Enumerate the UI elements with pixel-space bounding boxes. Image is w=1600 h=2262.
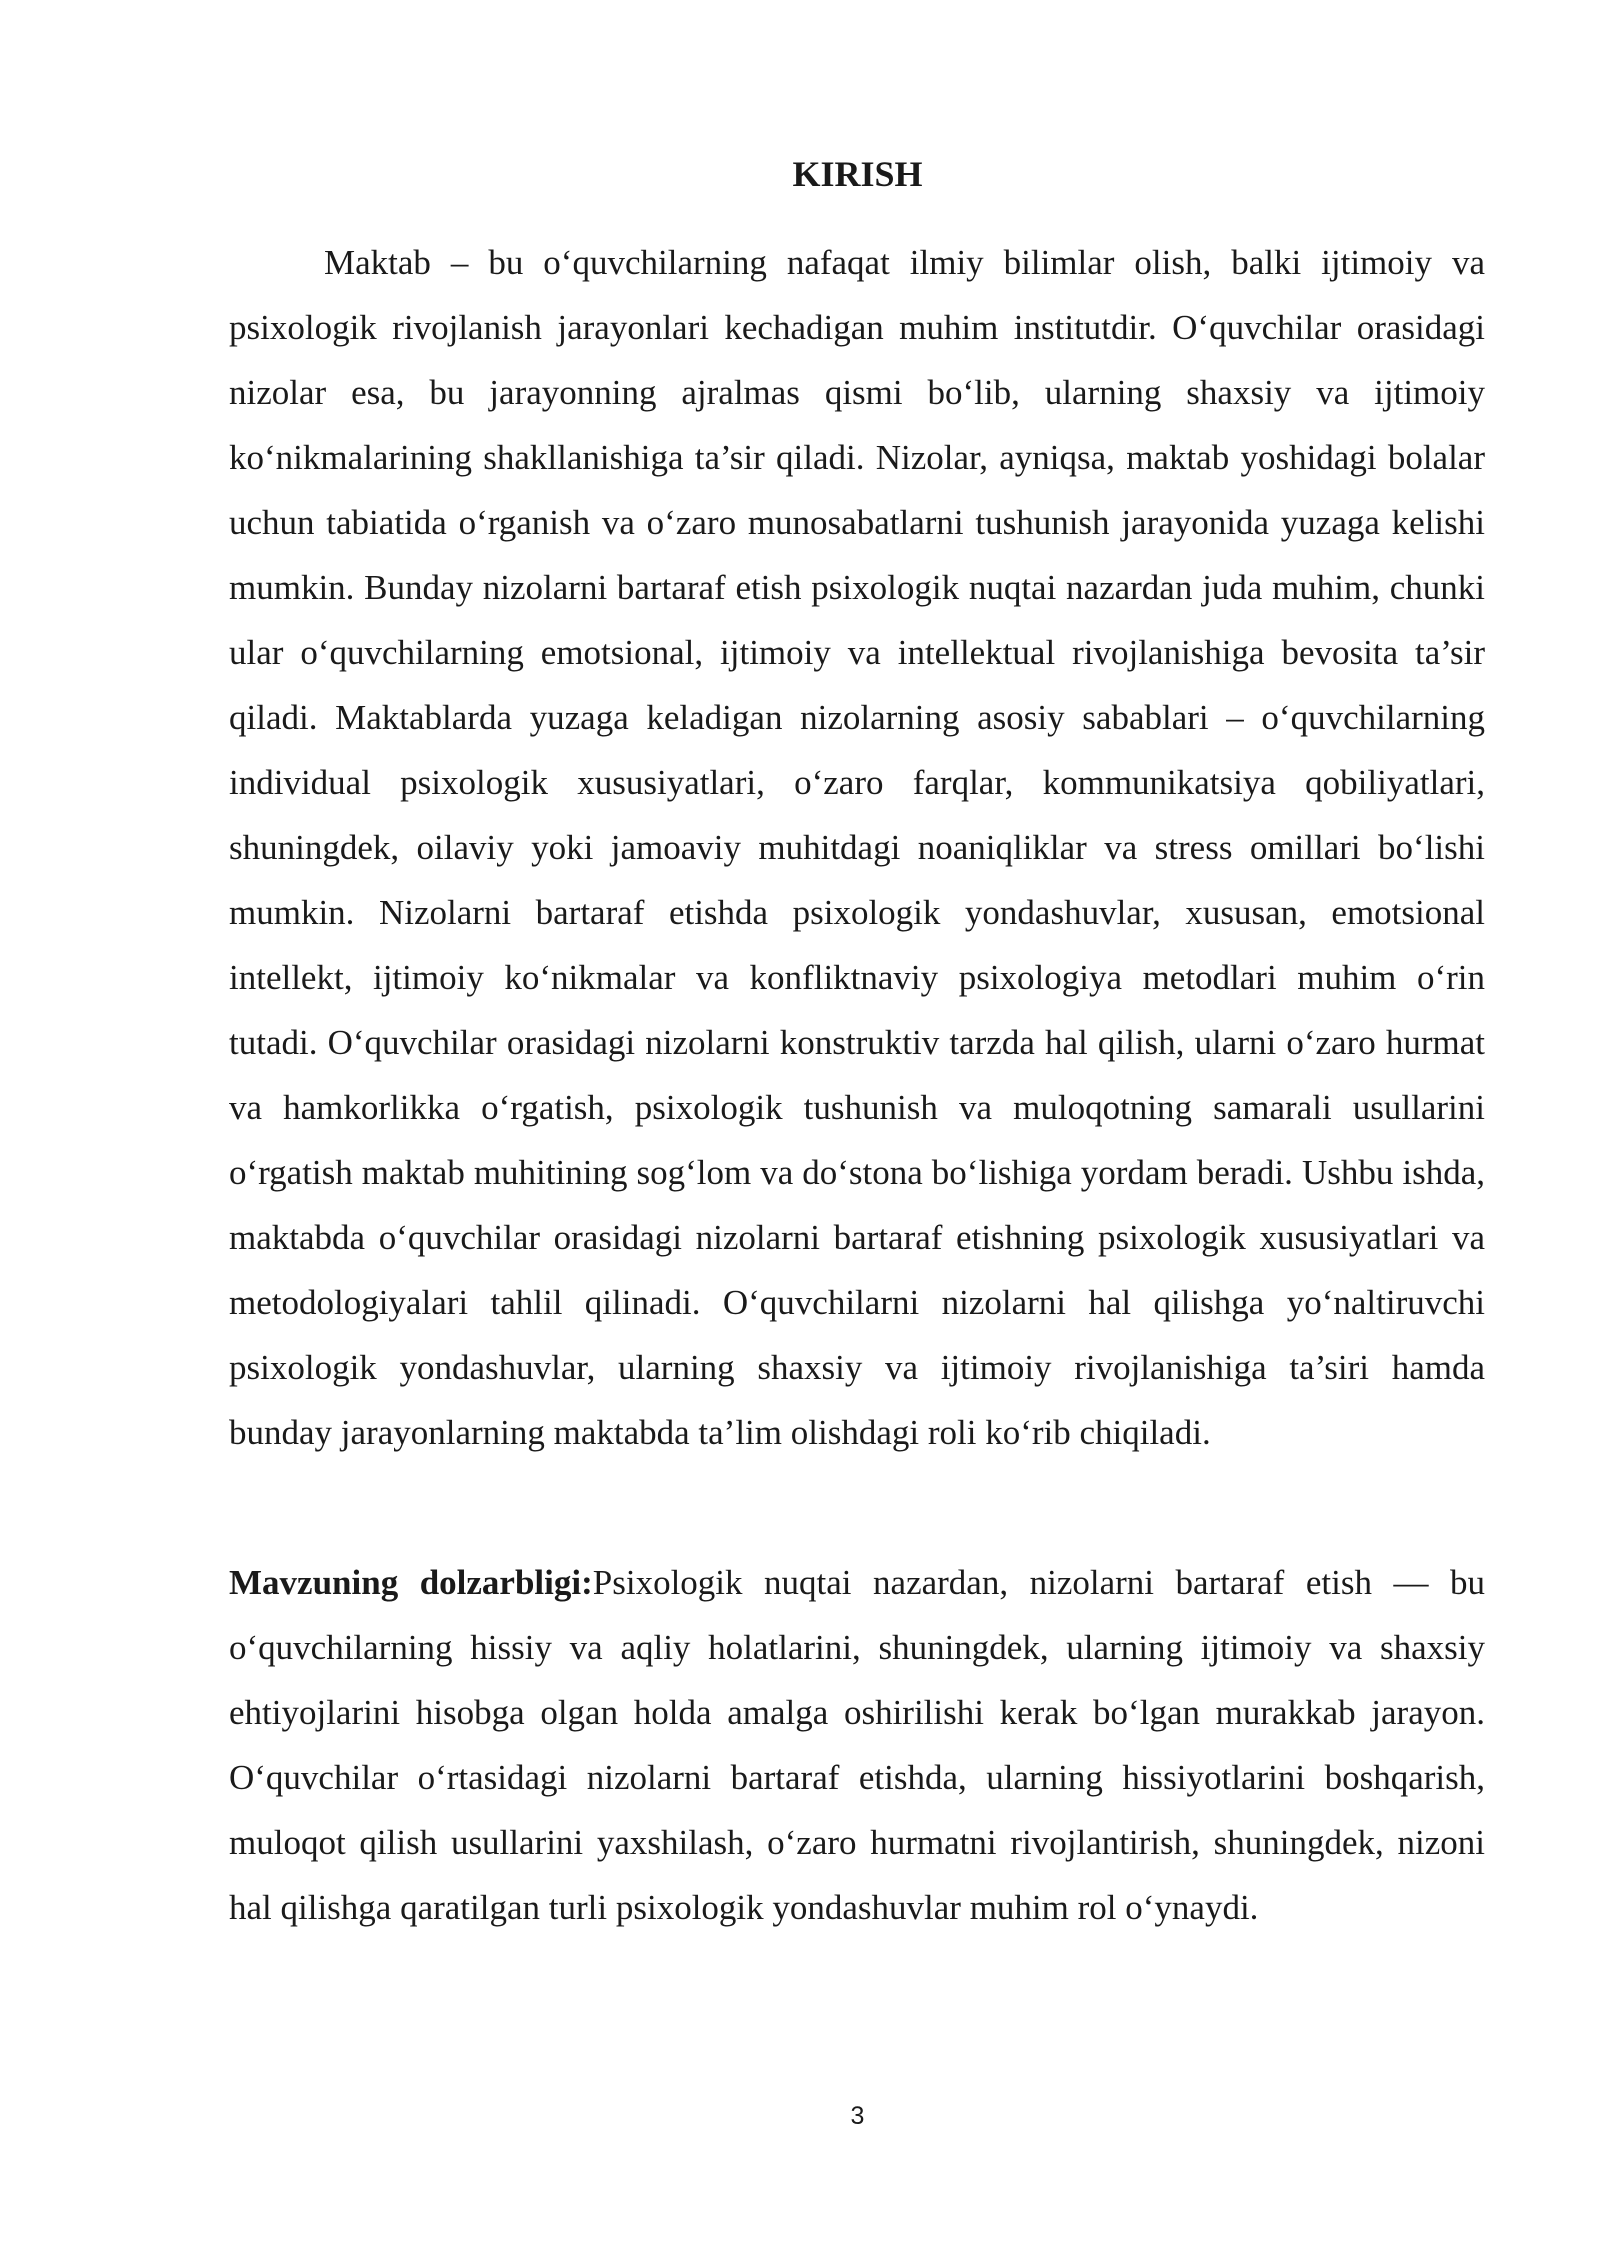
intro-paragraph: Maktab – bu o‘quvchilarning nafaqat ilmiy bilimlar olish, balki ijtimoiy va psixologik rivojlanish jarayonlari kechadigan muhim institutdir. O‘quvchilar orasidagi nizolar esa, bu jarayonning ajralmas qismi bo‘lib, ularning shaxsiy va ijtimoiy ko‘nikmalarining shakllanishiga ta’sir qiladi. Nizolar, ayniqsa, maktab yoshidagi bolalar uchun tabiatida o‘rganish va o‘zaro munosabatlarni tushunish jarayonida yuzaga kelishi mumkin. Bunday nizolarni bartaraf etish psixologik nuqtai nazardan juda muhim, chunki ular o‘quvchilarning emotsional, ijtimoiy va intellektual rivojlanishiga bevosita ta’sir qiladi. Maktablarda yuzaga keladigan nizolarning asosiy sabablari – o‘quvchilarning individual psixologik xususiyatlari, o‘zaro farqlar, kommunikatsiya qobiliyatlari, shuningdek, oilaviy yoki jamoaviy muhitdagi noaniqliklar va stress omillari bo‘lishi mumkin. Nizolarni bartaraf etishda psixologik yondashuvlar, xususan, emotsional intellekt, ijtimoiy ko‘nikmalar va konfliktnaviy psixologiya metodlari muhim o‘rin tutadi. O‘quvchilar orasidagi nizolarni konstruktiv tarzda hal qilish, ularni o‘zaro hurmat va hamkorlikka o‘rgatish, psixologik tushunish va muloqotning samarali usullarini o‘rgatish maktab muhitining sog‘lom va do‘stona bo‘lishiga yordam beradi. Ushbu ishda, maktabda o‘quvchilar orasidagi nizolarni bartaraf etishning psixologik xususiyatlari va metodologiyalari tahlil qilinadi. O‘quvchilarni nizolarni hal qilishga yo‘naltiruvchi psixologik yondashuvlar, ularning shaxsiy va ijtimoiy rivojlanishiga ta’siri hamda bunday jarayonlarning maktabda ta’lim olishdagi roli ko‘rib chiqiladi. — [229, 243, 1485, 1452]
relevance-text: Psixologik nuqtai nazardan, nizolarni bartaraf etish — bu o‘quvchilarning hissiy va aqliy holatlarini, shuningdek, ularning ijtimoiy va shaxsiy ehtiyojlarini hisobga olgan holda amalga oshirilishi kerak bo‘lgan murakkab jarayon. O‘quvchilar o‘rtasidagi nizolarni bartaraf etishda, ularning hissiyotlarini boshqarish, muloqot qilish usullarini yaxshilash, o‘zaro hurmatni rivojlantirish, shuningdek, nizoni hal qilishga qaratilgan turli psixologik yondashuvlar muhim rol o‘ynaydi. — [229, 1563, 1485, 1927]
relevance-paragraph — [229, 1550, 1485, 1940]
relevance-label: Mavzuning dolzarbligi: — [229, 1563, 593, 1602]
section-heading: KIRISH — [792, 154, 923, 194]
page-number: 3 — [850, 2102, 865, 2130]
